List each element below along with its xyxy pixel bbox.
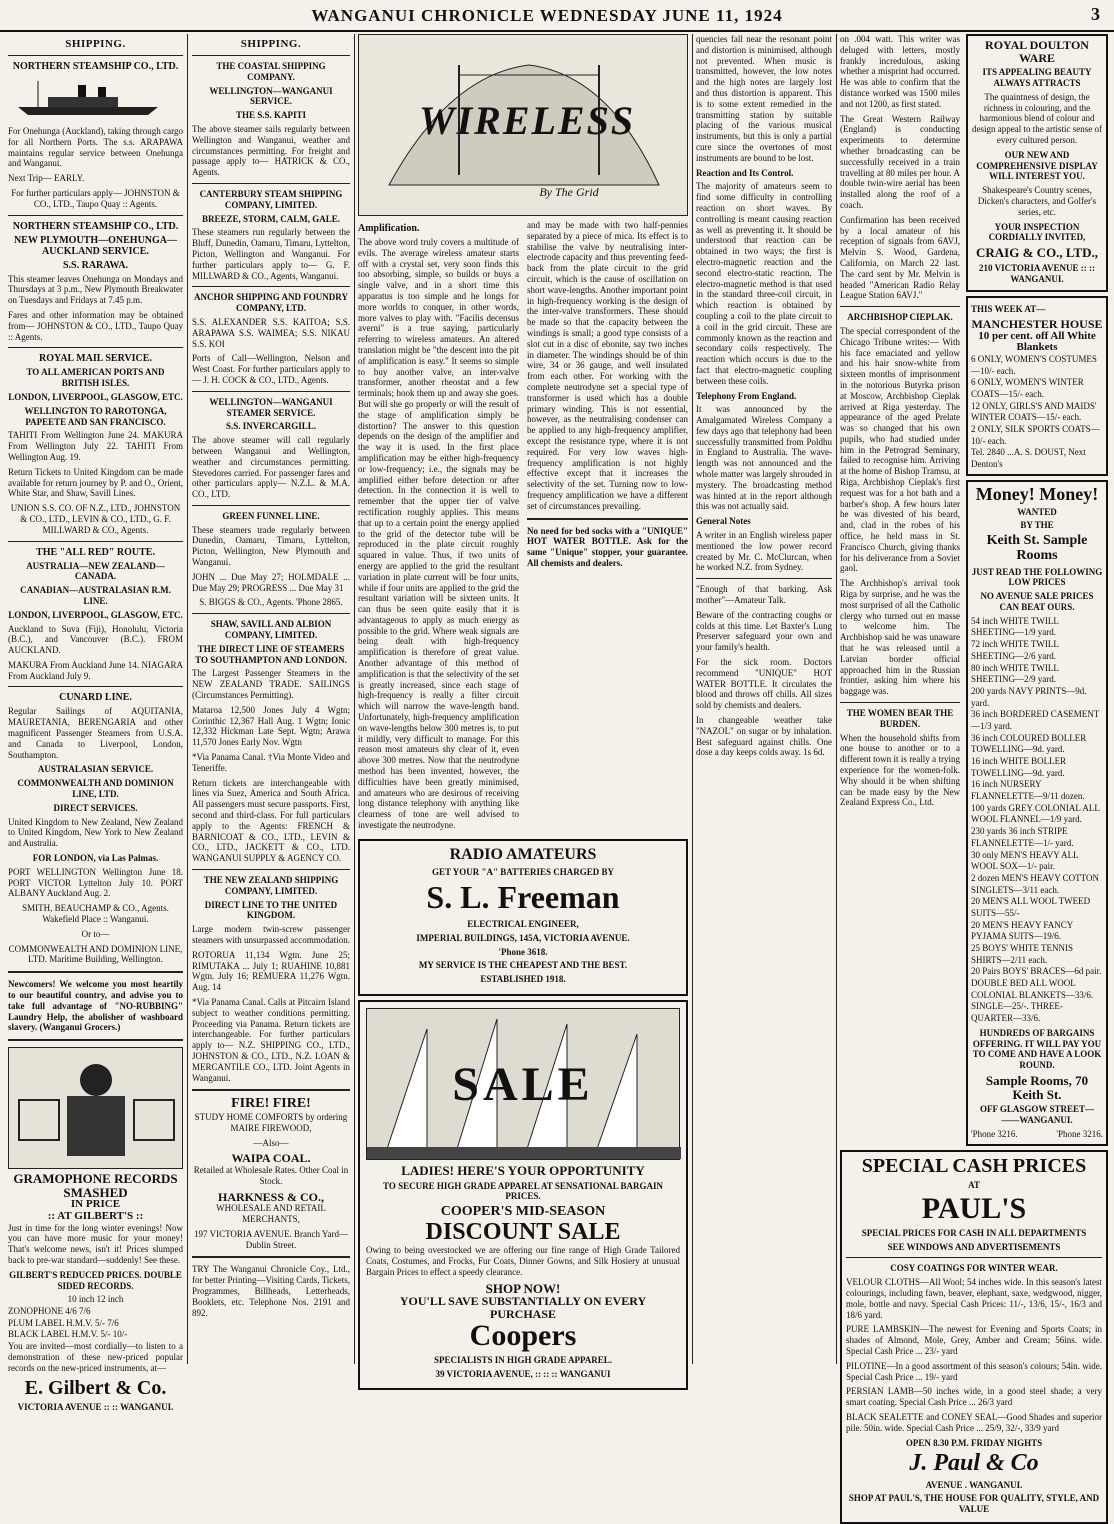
rms-via: WELLINGTON TO RAROTONGA, PAPEETE AND SAN FRANCISCO. [24,405,167,427]
save-line: YOU'LL SAVE SUBSTANTIALLY ON EVERY PURCHASE [399,1294,647,1321]
shaw-text: The Largest Passenger Steamers in the NEW ZEALAND TRADE. SAILINGS (Circumstances Permitting). [192,668,350,701]
harkness-address: 197 VICTORIA AVENUE. Branch Yard—Dublin Street. [193,1228,348,1250]
craig-name: CRAIG & CO., LTD., [976,245,1098,261]
gramophone-sizes: 10 inch 12 inch [67,1294,124,1305]
telephony-text: It was announced by the Amalgamated Wireless Company a few days ago that telephony had been successfully transmitted from Poldhu in England to Australia. The wave-length was not announced and the whole matter was largely shrouded in mystery. The broadcasting method was hinted at in the report although this was not actually said. [696,404,832,512]
keith-price-item: 25 BOYS' WHITE TENNIS SHIRTS—2/11 each. [971,943,1074,965]
keith-sub: JUST READ THE FOLLOWING LOW PRICES [971,566,1103,588]
ww-service: WELLINGTON—WANGANUI SERVICE. [209,85,333,107]
pauls-sub-2: SEE WINDOWS AND ADVERTISEMENTS [887,1241,1061,1252]
rms-title: ROYAL MAIL SERVICE. [39,353,152,365]
shipping-heading-2: SHIPPING. [240,38,302,50]
invercargill-title: S.S. INVERCARGILL. [225,421,317,432]
keith-price-item: 16 inch NURSERY FLANNELETTE—9/11 dozen. [971,779,1085,802]
gilbert-logo: E. Gilbert & Co. [24,1376,167,1399]
cosy-items [846,1277,1102,1433]
nsc-text: For Onehunga (Auckland), taking through cargo for all Northern Ports. The s.s. ARAPAWA maintains regular service between Onehunga and Wanganui. [8,126,183,169]
gramophone-reduced: GILBERT'S REDUCED PRICES. DOUBLE SIDED RECORDS. [9,1269,182,1291]
rd-text: The quaintness of design, the richness in colouring, and the harmonious blend of colour and design appeal to the artistic sense of every cultured person. [972,91,1102,145]
panama-text: Return tickets are interchangeable with lines via Suez, America and South Africa. All passengers must secure passports. First, second and third-class. For full particulars apply to the Agents: FRENCH & BARNICOAT & CO., LTD., LEVIN & CO., LTD., JACKETT & CO., LTD. WANGANUI SUPPLY & AGENCY CO. [192,777,350,864]
invercargill-text: The above steamer will call regularly between Wanganui and Wellington, weather and circumstances permitting. Stevedores carried. For passenger fares and other particulars apply— N.Z.L. & M.A. CO., LTD. [192,435,350,500]
cunard-text: Regular Sailings of AQUITANIA, MAURETANIA, BERENGARIA and other magnificent Passenger Steamers from U.S.A. and Canada to Liverpool, London, Southampton. [8,706,183,760]
anchor-ships: S.S. ALEXANDER S.S. KAITOA; S.S. ARAPAWA S.S. WAIMEA; S.S. NIKAU S.S. KOI [192,316,350,349]
cdl-address: COMMONWEALTH AND DOMINION LINE, LTD. Maritime Building, Wellington. [8,943,183,965]
pauls-ad [840,1150,1108,1524]
smith-agents: SMITH, BEAUCHAMP & CO., Agents. Wakefield Place :: Wanganui. [22,903,169,925]
ladies-heading: LADIES! HERE'S YOUR OPPORTUNITY [401,1163,645,1178]
rd-title: ROYAL DOULTON WARE [985,38,1089,65]
mh-title: MANCHESTER HOUSE [971,317,1103,332]
retail-text: Retailed at Wholesale Rates. Other Coal in Stock. [193,1165,349,1186]
pauls-open: OPEN 8.30 P.M. FRIDAY NIGHTS [905,1437,1043,1448]
gramophone-price-row: BLACK LABEL H.M.V. 5/- 10/- [8,1329,128,1340]
baxter-note: Beware of the contracting coughs or colds at this time. Let Baxter's Lung Preserver safeguard your own and your family's health. [696,609,832,653]
column-ads [840,34,1108,1515]
newcomers-ad: Newcomers! We welcome you most heartily to our beautiful country, and advise you to take full advantage of "NO-RUBBING" Laundry Help, the abolisher of washboard slavery. (Wanganui Grocers.) [8,979,183,1033]
mh-item: 2 ONLY, SILK SPORTS COATS—10/- each. [971,423,1100,446]
nzsc-list: ROTORUA 11,134 Wgtn. June 25; RIMUTAKA ... July 1; RUAHINE 10,881 Wgtn. July 16; REMUERA 11,276 Wgtn. Aug. 14 [192,949,350,993]
green-funnel-title: GREEN FUNNEL LINE. [222,510,320,521]
commonwealth-line: COMMONWEALTH AND DOMINION LINE, LTD. [17,778,174,800]
general-notes-heading: General Notes [696,516,751,527]
page-number: 3 [1091,4,1100,24]
keith-price-item: DOUBLE BED ALL WOOL COLONIAL BLANKETS—33/6. SINGLE—25/-. THREE-QUARTER—33/6. [971,978,1094,1024]
canadian-line: CANADIAN—AUSTRALASIAN R.M. LINE. [20,585,171,606]
fares-text: Fares and other information may be obtained from— JOHNSTON & CO., LTD., Taupo Quay :: Agents. [8,309,183,342]
keith-price-item: 230 yards 36 inch STRIPE FLANNELETTE—1/- yard. [971,826,1074,848]
keith-price-item: 54 inch WHITE TWILL SHEETING—1/9 yard. [971,615,1059,638]
panama-note: *Via Panama Canal. †Via Monte Video and Teneriffe. [192,752,350,773]
nzsc-text: Large modern twin-screw passenger steamers with unsurpassed accommodation. [192,924,350,945]
ww-steamer-title: WELLINGTON—WANGANUI STEAMER SERVICE. [209,396,333,418]
gramophone-text: Just in time for the long winter evenings! Now you can have more music for your money! That's welcome news, isn't it! Prices slumped back to pre-war standard—suddenly! See these. [8,1222,183,1265]
breeze-ships: BREEZE, STORM, CALM, GALE. [201,213,341,224]
green-funnel-text: These steamers trade regularly between Dunedin, Oamaru, Timaru, Lyttelton, Picton, Wellington, New Plymouth and Wanganui. [192,524,350,568]
harkness-name: HARKNESS & CO., [217,1189,324,1204]
sample-rooms: Sample Rooms, 70 Keith St. [985,1073,1089,1102]
steamer-illustration [8,79,183,117]
rd-inspection: YOUR INSPECTION CORDIALLY INVITED, [988,221,1086,243]
waipa-coal: WAIPA COAL. [231,1151,311,1166]
masthead [0,0,1114,32]
mh-footer: Tel. 2840 ...A. S. DOUST, Next Denton's [971,447,1086,470]
cieplak-heading: ARCHBISHOP CIEPLAK. [847,312,953,323]
fire-heading: FIRE! FIRE! [231,1096,311,1112]
freeman-est: ESTABLISHED 1918. [480,974,566,985]
canterbury-title: CANTERBURY STEAM SHIPPING COMPANY, LIMITED. [199,188,343,210]
keith-price-item: 36 inch BORDERED CASEMENT—1/3 yard. [971,709,1100,731]
shaw-list: Mataroa 12,500 Jones July 4 Wgtn; Corinthic 12,367 Hall Aug. 1 Wgtn; Ionic 12,332 Hickman Late Sept. Wgtn; Arawa 11,570 Jones Early Nov. Wgtn [192,704,350,748]
unique-bottle-note: No need for bed socks with a "UNIQUE" HOT WATER BOTTLE. Ask for the same "Unique" stopper, your guarantee. All chemists and dealers. [527,525,688,568]
nsc-title: NORTHERN STEAMSHIP CO., LTD. [12,61,179,72]
wireless-title: WIRELESS [419,98,636,143]
discount-sale: DISCOUNT SALE [425,1218,621,1245]
gramophone-price-row: ZONOPHONE 4/6 7/6 [8,1306,91,1317]
nzsc-title: THE NEW ZEALAND SHIPPING COMPANY, LIMITED. [203,875,339,896]
nzsc-text2: *Via Panama Canal. Calls at Pitcairn Island subject to weather conditions permitting. Proceeding via Panama. Return tickets are interchangeable. For further particulars apply to— N.Z. SHIPPING CO., LTD., JOHNSTON & CO., LTD., N.Z. LOAN & MERCANTILE CO., LTD. Joint Agents in Wanganui. [192,996,350,1083]
archbishop-column [840,34,960,1146]
coopers-logo: Coopers [469,1319,577,1353]
cosy-item: PERSIAN LAMB—50 inches wide, in a good steel shade; a very smart coating. Special Cash Price ... 26/3 yard [846,1386,1102,1408]
amplification-heading: Amplification. [358,223,420,234]
makura-sailings: MAKURA From Auckland June 14. NIAGARA From Auckland July 9. [8,659,183,681]
next-trip: Next Trip— EARLY. [8,173,85,184]
direct-line-title: THE DIRECT LINE OF STEAMERS TO SOUTHAMPTON AND LONDON. [195,643,347,665]
cosy-heading: COSY COATINGS FOR WINTER WEAR. [890,1263,1058,1274]
radio-amateurs-title: RADIO AMATEURS [449,845,597,863]
nsc-particulars: For further particulars apply— JOHNSTON & CO., LTD., Taupo Quay :: Agents. [11,187,180,209]
sample-phone-1: 'Phone 3216. [971,1128,1018,1139]
gilbert-address: VICTORIA AVENUE :: :: WANGANUI. [17,1401,174,1412]
keith-price-item: 80 inch WHITE TWILL SHEETING—2/9 yard. [971,662,1059,685]
direct-services: DIRECT SERVICES. [53,802,138,813]
shop-now: SHOP NOW! [485,1280,561,1296]
keith-price-item: 20 Pairs BOYS' BRACES—6d pair. [971,966,1102,977]
pauls-sub: SPECIAL PRICES FOR CASH IN ALL DEPARTMENTS [861,1227,1087,1238]
sample-phone-2: 'Phone 3216. [1056,1128,1103,1139]
gramophone-title: GRAMOPHONE RECORDS SMASHED [13,1171,178,1200]
nazol-note: In changeable weather take "NAZOL" on sugar or by inhalation. Best safeguard against chills. One dose a day keeps colds away. 1s 6d. [696,715,832,758]
nsc2-title: NORTHERN STEAMSHIP CO., LTD. [12,220,179,232]
pauls-at: AT [968,1179,980,1190]
jpaul-sub: AVENUE . WANGANUI. [925,1479,1023,1490]
women-text: When the household shifts from one house to another or to a different town it is really a trying experience for the women-folk. Why should it be when shifting can be made easy by the New Zealand Express Co., Ltd. [840,732,960,808]
cosy-item: PURE LAMBSKIN—The newest for Evening and Sports Coats; in shades of Almond, Mole, Grey, Amber and Cream; 56ins. wide. Special Cash Price ... 23/- yard [846,1324,1102,1357]
for-london: FOR LONDON, via Las Palmas. [32,853,159,864]
enough-note: "Enough of that barking. Ask mother"—Amateur Talk. [696,584,832,606]
cunard-title: CUNARD LINE. [59,692,132,704]
keith-price-item: 200 yards NAVY PRINTS—9d. yard. [971,685,1087,708]
keith-price-item: 2 dozen MEN'S HEAVY COTTON SINGLETS—3/11 each. [971,872,1099,895]
rms-sailings: TAHITI From Wellington June 24. MAKURA From Wellington July 22. TAHITI From Wellington Aug. 19. [8,430,183,462]
coopers-mid: COOPER'S MID-SEASON [440,1204,606,1220]
rd-text-2: Shakespeare's Country scenes, Dicken's characters, and Golfer's series, etc. [977,185,1097,217]
rms-text: Return Tickets to United Kingdom can be made available for return journey by P. and O., Orient, White Star, and Shaw, Savill Lines. [8,466,183,499]
discount-text: Owing to being overstocked we are offering our fine range of High Grade Tailored Coats, Costumes, and Frocks, Fur Coats, Dinner Gowns, and Silk Hosiery at unusual Bargain Prices to effect a speedy clearance. [366,1245,680,1277]
green-funnel-agent: S. BIGGS & CO., Agents. 'Phone 2865. [199,597,343,608]
coastal-title: THE COASTAL SHIPPING COMPANY. [216,61,326,82]
wireless-byline: By The Grid [539,185,599,199]
special-cash-prices: SPECIAL CASH PRICES [861,1154,1087,1177]
direct-text: United Kingdom to New Zealand, New Zealand to United Kingdom, New York to New Zealand and Australia. [8,816,183,849]
keith-price-item: 20 MEN'S HEAVY FANCY PYJAMA SUITS—19/6. [971,919,1073,942]
wanted: WANTED [1017,506,1057,517]
jpaul-shop: SHOP AT PAUL'S, THE HOUSE FOR QUALITY, STYLE, AND VALUE [848,1493,1100,1515]
mh-item: 6 ONLY, WOMEN'S COSTUMES—10/- each. [971,353,1097,376]
kapiti-text: The above steamer sails regularly between Wellington and Wanganui, weather and circumstances permitting. For freight and passage apply to— HATRICK & CO., Agents. [192,123,350,178]
gramophone-sub: IN PRICE [70,1198,121,1211]
reaction-text: The majority of amateurs seem to find some difficulty in controlling reaction on short waves. By controlling is meant causing reaction as well as preventing it. It should be understood that reaction can be obtained in two ways; the first is electro-magnetic reaction and the second electro-static reaction. The electro-magnetic method is that used in the standard three-coil circuit, in which reaction is obtained by coupling a coil to the plate circuit to a coil in the grid circuit. These are commonly known as the reaction and secondary coils respectively. The reaction which occurs is due to the fact that electro-magnetic coupling between these coils. [696,181,832,386]
mh-offer: 10 per cent. off All White Blankets [978,329,1096,354]
or-to: Or to— [81,928,110,939]
sale-boats-illustration [366,1008,680,1160]
keith-st-ad [966,480,1108,1146]
reaction-heading: Reaction and Its Control. [696,167,794,178]
shaw-title: SHAW, SAVILL AND ALBION COMPANY, LIMITED. [210,619,332,641]
cosy-item: VELOUR CLOTHS—All Wool; 54 inches wide. In this season's latest colourings, including fawn, beaver, elephant, saxe, wedgwood, nigger, mole, bottle and navy. Special Cash Prices: 11/-, 13/6, 15/-, 16/3 and 18/6 yard. [846,1277,1102,1320]
cieplak-text-2: The Archbishop's arrival took Riga by surprise, and he was the most surprised of all the Catholic clergy who turned out en masse to welcome him. The Archbishop said he was unaware that he was released until a Latvian border official approached him in the Russian frontier, asking him where his baggage was. [840,578,960,697]
amplification-text-cont: and may be made with two half-pennies separated by a piece of mica. Its effect is to stabilise the valve by neutralising inter-electrode capacity and thus preventing feed-back from the plate circuit to the grid circuit, which is the cause of oscillation on short wave-lengths. Another important point in high-frequency working is the design of the inter-valve transformers. These should be made so that the capacity between the windings is small; a good type consists of a slot cut in a disc of ebonite, say two inches in diameter. The windings should be of thin wire, 34 or 36 gauge, and well insulated from each other. For working with the complete neutrodyne set a special type of transformer is used which has a double primary winding. This is not essential, however, as the neutralising condenser can be applied to any high-frequency amplifier, except the resistance type, where it is not required. For very low waves high-frequency amplification is not highly effective except that it increases the selectivity of the set. Turning now to low-frequency amplification we have a different set of circumstances prevailing. [527,220,688,511]
rarawa-text: This steamer leaves Onehunga on Mondays and Thursdays at 3 p.m., New Plymouth Breakwater on Tuesdays and Fridays at 7.45 p.m. [8,273,183,306]
direct-uk: DIRECT LINE TO THE UNITED KINGDOM. [204,899,338,921]
freeman-address: IMPERIAL BUILDINGS, 145A, VICTORIA AVENUE. [416,932,630,943]
coopers-sub: SPECIALISTS IN HIGH GRADE APPAREL. [433,1354,613,1365]
keith-price-item: 16 inch WHITE BOLLER TOWELLING—9d. yard. [971,756,1067,778]
wireless-banner [358,34,688,216]
rd-new: OUR NEW AND COMPREHENSIVE DISPLAY WILL INTEREST YOU. [976,149,1098,182]
freeman-name: S. L. Freeman [426,879,620,916]
freeman-best: MY SERVICE IS THE CHEAPEST AND THE BEST. [418,960,628,971]
gramophone-invite: You are invited—most cordially—to listen to a demonstration of these new-priced popular records on the new-priced instruments, at— [8,1341,183,1373]
keith-beat: NO AVENUE SALE PRICES CAN BEAT OURS. [980,591,1094,612]
by-the: BY THE [1020,520,1054,531]
mh-this-week: THIS WEEK AT— [971,304,1046,315]
keith-name: Keith St. Sample Rooms [986,533,1088,563]
sale-word: SALE [452,1058,594,1111]
sample-address: OFF GLASGOW STREET— ——WANGANUI. [979,1104,1095,1126]
jpaul-logo: J. Paul & Co [909,1450,1039,1477]
pauls-name: PAUL'S [921,1192,1027,1226]
news-text-2: on .004 watt. This writer was deluged with letters, mostly frankly incredulous, asking whether a misprint had occurred. He was able to confirm that the distance worked was 1500 miles and not 1200, as first stated. [840,34,960,109]
port-sailings: PORT WELLINGTON Wellington June 18. PORT VICTOR Lyttelton July 10. PORT ALBANY Auckland Aug. 2. [8,866,183,899]
column-wireless [358,34,688,1379]
anchor-text: Ports of Call—Wellington, Nelson and West Coast. For further particulars apply to— J. H. COCK & CO., LTD., Agents. [192,353,350,385]
cosy-item: BLACK SEALETTE and CONEY SEAL—Good Shades and superior pile. 50in. wide. Special Cash Price ... 25/9, 32/-, 33/9 yard [846,1412,1102,1433]
keith-price-item: 20 MEN'S ALL WOOL TWEED SUITS—55/- [971,896,1091,918]
sickroom-note: For the sick room. Doctors recommend "UNIQUE" HOT WATER BOTTLE. It circulates the blood and throws off chills. All sizes sold by chemists and dealers. [696,657,832,711]
harkness-sub: WHOLESALE AND RETAIL MERCHANTS, [216,1203,326,1224]
all-red-route: THE "ALL RED" ROUTE. [36,546,155,558]
rarawa: S.S. RARAWA. [62,259,128,271]
coopers-address: 39 VICTORIA AVENUE, :: :: :: WANGANUI [435,1368,611,1379]
general-notes-text: A writer in an English wireless paper mentioned the low power record created by Mr. C. McClurcan, when he worked N.Z. from Sydney. [696,530,832,573]
london-route: LONDON, LIVERPOOL, GLASGOW, ETC. [8,609,183,620]
masthead-title: WANGANUI CHRONICLE WEDNESDAY JUNE 11, 1924 [311,6,783,25]
keith-price-item: 72 inch WHITE TWILL SHEETING—2/6 yard. [971,639,1059,661]
freeman-sub: ELECTRICAL ENGINEER, [467,919,579,930]
telephony-heading: Telephony From England. [696,390,797,401]
shipping-heading: SHIPPING. [65,38,126,50]
freeman-phone: 'Phone 3618. [498,946,548,957]
nsc2-sub: NEW PLYMOUTH—ONEHUNGA—AUCKLAND SERVICE. [13,234,178,257]
chronicle-printing-ad: TRY The Wanganui Chronicle Coy., Ltd., for better Printing—Visiting Cards, Tickets, Programmes, Billheads, Letterheads, Booklets, etc. Telephone Nos. 2191 and 892. [192,1264,350,1318]
women-heading: THE WOMEN BEAR THE BURDEN. [846,708,954,729]
gramophone-at: :: AT GILBERT'S :: [47,1210,144,1223]
anchor-title: ANCHOR SHIPPING AND FOUNDRY COMPANY, LTD. [194,292,348,314]
also: —Also— [253,1137,289,1148]
ussco-agents: UNION S.S. CO. OF N.Z., LTD., JOHNSTON & CO., LTD., LEVIN & CO., LTD., G. F. MILLWARD & CO., Agents. [10,503,181,535]
column-news [696,34,832,1364]
mh-item: 12 ONLY, GIRLS'S AND MAIDS' WINTER COATS—15/- each. [971,400,1097,423]
craig-address: 210 VICTORIA AVENUE :: :: WANGANUI. [978,262,1096,284]
breeze-text: These steamers run regularly between the Bluff, Dunedin, Oamaru, Timaru, Lyttelton, Picton, Wellington and Wanganui. For further particulars apply to— G. F. MILLWARD & CO., Agents, Wanganui. [192,227,350,281]
coopers-ad [358,1000,688,1390]
radio-sub: GET YOUR "A" BATTERIES CHARGED BY [431,866,615,877]
green-funnel-list: JOHN ... Due May 27; HOLMDALE ... Due May 29; PROGRESS ... Due May 31 [192,571,350,593]
keith-price-item: 30 only MEN'S HEAVY ALL WOOL SOX—1/- pair. [971,849,1079,872]
keith-price-item: 100 yards GREY COLONIAL ALL WOOL FLANNEL—1/9 yard. [971,802,1100,825]
manchester-house-ad [966,296,1108,475]
gramophone-illustration [8,1047,183,1169]
rms-sub: TO ALL AMERICAN PORTS AND BRITISH ISLES. [26,367,165,389]
amplification-text: The above word truly covers a multitude of evils. The average wireless amateur starts off with a crystal set, very soon finds this too absorbing, simple, so builds or buys a single valve, and in a short time this apparatus is too simple and he longs for more worlds to conquer, in other words, more valves to play with. "Facilis decensus averni" is a true saying, particularly referring to wireless amateurs. An altered translation might be "the descent into the pit of amplification is easy." It seems so simple to buy another valve, an inter-valve transformer, another rheostat and a few terminals; hook them up and away she goes. But will she go properly or will the result of the stage of amplification simply be distortion? The answer to this question depends on the design of the amplifier and the way it is used. In the first place amplification may be either high-frequency or low-frequency; i.e., the signals may be amplified either before detection or after detection. In the connection it is well to remember that the upper tier of valve rectification roughly applies. This means that up to a certain point the energy applied to the grid of the detector tube will be reproduced in the plate circuit roughly squared in value. Thus, if two units of energy are applied to the grid the resultant variation in plate current will be four units, while if four units are applied to the grid the resultant variation will be sixteen units. It can thus be seen quite easily that it is advantageous to apply as much energy as possible to the grid. Where weak signals are being dealt with high-frequency amplification is therefore of great value. Another advantage of this method of amplification is that the selectivity of the set is greatly increased, since each stage of high-frequency is really a filter circuit which will narrow the wave-length band. Unfortunately, high-frequency amplification on wave-lengths below 300 metres is, to put it mildly, very difficult to manage. For this reason most amateurs shy clear of it, even above 300 metres. Now that the neutrodyne method has been invented, however, the difficulties have been greatly minimised, and amateurs who are desirous of receiving long distance telephony with anything like clearness of tone are well advised to investigate the neutrodyne. [358,237,519,831]
rd-sub: ITS APPEALING BEAUTY ALWAYS ATTRACTS [982,67,1092,88]
keith-hundreds: HUNDREDS OF BARGAINS OFFERING. IT WILL PAY YOU TO COME AND HAVE A LOOK ROUND. [972,1027,1102,1071]
mh-item: 6 ONLY, WOMEN'S WINTER COATS—15/- each. [971,377,1084,399]
sample-phones [971,1129,1103,1141]
auckland-route: Auckland to Suva (Fiji), Honolulu, Victoria (B.C.), and Vancouver (B.C.). FROM AUCKLAND. [8,623,183,656]
kapiti-title: THE S.S. KAPITI [235,110,307,121]
news-text-4: Confirmation has been received by a local amateur of his reception of signals from 6AVJ, Melvin S. Wood, Gardena, California, on March 22 last. The card sent by Mr. Melvin is headed "American Radio Relay League Station 6AVJ." [840,214,960,301]
keith-price-item: 36 inch COLOURED BOLLER TOWELLING—9d. yard. [971,732,1087,755]
money-heading: Money! Money! [975,483,1099,504]
rms-cities: LONDON, LIVERPOOL, GLASGOW, ETC. [8,391,183,402]
cosy-item: PILOTINE—In a good assortment of this season's colours; 54in. wide. Special Cash Price ... 19/- yard [846,1360,1102,1382]
column-shipping-2 [192,34,350,1364]
freeman-ad [358,839,688,996]
keith-price-list [971,616,1103,1025]
royal-doulton-ad [966,34,1108,292]
aus-nz-canada: AUSTRALIA—NEW ZEALAND—CANADA. [26,560,165,582]
news-text-1: quencies fall near the resonant point and distortion is minimised, although not prevented. When music is transmitted, however, the low notes and the high notes are largely lost and thus distortion is apparent. This is to some extent remedied in the transmitting station by suitable placing of the various musical instruments, but this is only a partial cure since the overtones of most instruments are bound to be lost. [696,34,832,163]
cieplak-text: The special correspondent of the Chicago Tribune writes:— With his face emaciated and yellow and his hair snow-white from sixteen months of imprisonment in the notorious Butyrka prison at Moscow, Archbishop Cieplak arrived at Riga yesterday. The appearance of the aged Prelate was so changed that his own pupils, who had studied under him in the Petrograd Seminary, failed to recognise him. Arriving at the home of Bishop Tramsu, at Riga, Archbishop Cieplak's first request was for a hot bath and a barber's shop. A few hours later he was divested of his beard, and, clad in the robes of his office, he held mass in St. Francisco Church, giving thanks for his deliverance from a Soviet gaol. [840,325,960,574]
ladies-sub: TO SECURE HIGH GRADE APPAREL AT SENSATIONAL BARGAIN PRICES. [383,1180,663,1202]
fire-text: STUDY HOME COMFORTS by ordering MAIRE FIREWOOD, [194,1112,348,1133]
gramophone-price-row: PLUM LABEL H.M.V. 5/- 7/6 [8,1317,119,1328]
news-text-3: The Great Western Railway (England) is conducting experiments to determine whether broadcasting can be successfully received in a train travelling at 80 miles per hour. A double twin-wire aerial has been installed along the roof of a coach. [840,113,960,210]
aus-service: AUSTRALASIAN SERVICE. [37,764,154,775]
column-shipping-1 [8,34,183,1412]
